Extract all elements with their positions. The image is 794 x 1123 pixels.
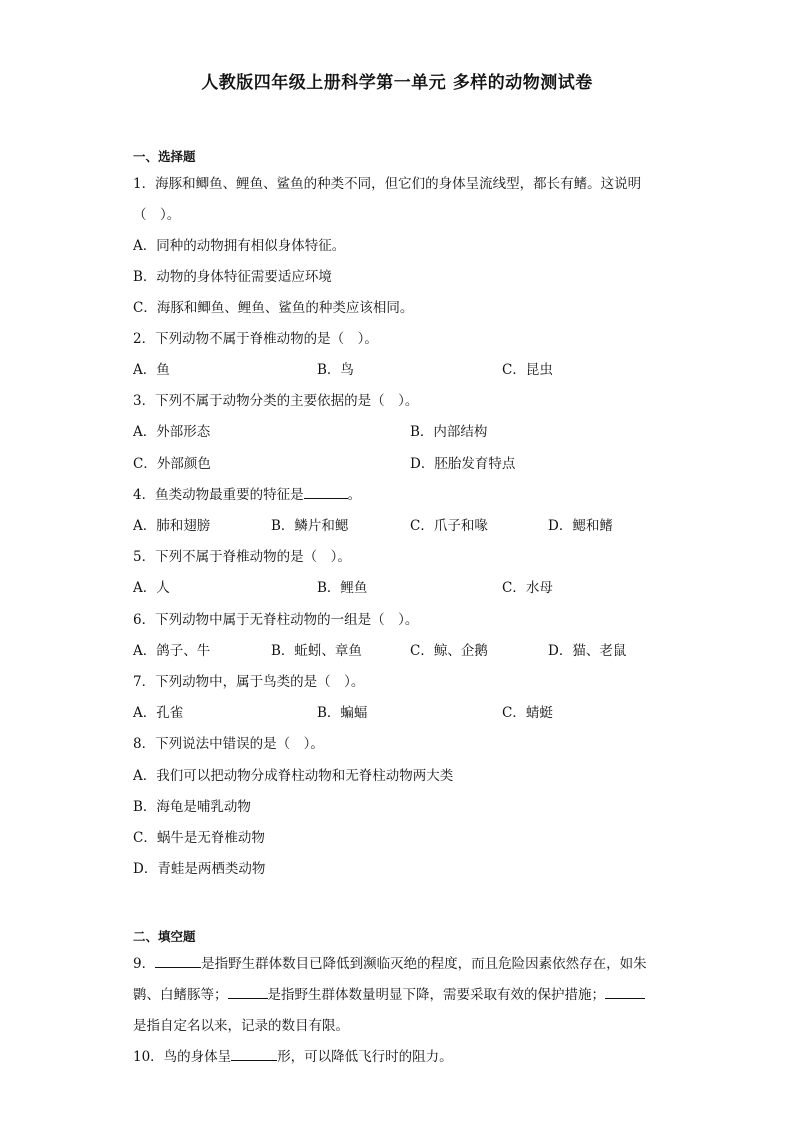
question-9-text-1: 是指野生群体数目已降低到濒临灭绝的程度，而且危险因素依然存在，如朱 [201, 956, 647, 972]
question-3-option-d: D．胚胎发育特点 [410, 456, 516, 472]
question-4-stem [133, 483, 361, 503]
question-4-option-b: B．鳞片和鳃 [271, 518, 349, 534]
question-3-option-a: A．外部形态 [133, 424, 211, 440]
question-7-option-a: A．孔雀 [133, 705, 184, 721]
question-5-option-a: A．人 [133, 580, 170, 596]
question-4-stem-text: 4．鱼类动物最重要的特征是 [133, 487, 304, 503]
question-3-option-b: B．内部结构 [410, 424, 488, 440]
question-8-stem: 8．下列说法中错误的是（ ）。 [133, 736, 324, 752]
question-9-text-2: 鹮、白鳍豚等； [133, 987, 228, 1003]
question-8-option-b: B．海龟是哺乳动物 [133, 799, 251, 815]
question-9-number: 9． [133, 956, 156, 972]
question-10-stem [133, 1045, 453, 1065]
question-9-line-2 [133, 983, 645, 1003]
question-1-stem: 1．海豚和鲫鱼、鲤鱼、鲨鱼的种类不同，但它们的身体呈流线型，都长有鳍。这说明 [133, 176, 642, 192]
question-6-option-d: D．猫、老鼠 [548, 643, 627, 659]
question-6-stem: 6．下列动物中属于无脊柱动物的一组是（ ）。 [133, 612, 419, 628]
question-2-option-c: C．昆虫 [502, 362, 553, 378]
question-6-option-c: C．鲸、企鹅 [410, 643, 488, 659]
question-1-stem-cont: （ ）。 [133, 207, 181, 223]
question-2-option-a: A．鱼 [133, 362, 170, 378]
question-8-option-d: D．青蛙是两栖类动物 [133, 861, 266, 877]
page-title: 人教版四年级上册科学第一单元 多样的动物测试卷 [201, 73, 593, 93]
question-9-line-3: 是指自定名以来，记录的数目有限。 [133, 1018, 349, 1034]
question-1-option-c: C．海豚和鲫鱼、鲤鱼、鲨鱼的种类应该相同。 [133, 300, 414, 316]
question-1-option-b: B．动物的身体特征需要适应环境 [133, 269, 332, 285]
question-3-option-c: C．外部颜色 [133, 456, 211, 472]
question-5-stem: 5．下列不属于脊椎动物的是（ ）。 [133, 549, 351, 565]
question-1-option-a: A．同种的动物拥有相似身体特征。 [133, 238, 346, 254]
question-4-stem-end: 。 [347, 487, 362, 503]
question-10-text-2: 形，可以降低飞行时的阻力。 [277, 1049, 453, 1065]
answer-blank[interactable] [228, 984, 268, 999]
question-7-option-c: C．蜻蜓 [502, 705, 553, 721]
question-6-option-a: A．鸽子、牛 [133, 643, 211, 659]
answer-blank[interactable] [155, 953, 201, 968]
answer-blank[interactable] [231, 1046, 277, 1061]
question-4-option-d: D．鳃和鳍 [548, 518, 613, 534]
question-6-option-b: B．蚯蚓、章鱼 [271, 643, 362, 659]
question-4-option-a: A．肺和翅膀 [133, 518, 211, 534]
question-9-line-1 [133, 952, 647, 972]
section-heading-choice: 一、选择题 [133, 149, 196, 164]
question-2-option-b: B．鸟 [317, 362, 354, 378]
question-4-option-c: C．爪子和喙 [410, 518, 488, 534]
question-3-stem: 3．下列不属于动物分类的主要依据的是（ ）。 [133, 393, 419, 409]
question-5-option-b: B．鲤鱼 [317, 580, 368, 596]
question-5-option-c: C．水母 [502, 580, 553, 596]
question-8-option-c: C．蜗牛是无脊椎动物 [133, 830, 265, 846]
question-2-stem: 2．下列动物不属于脊椎动物的是（ ）。 [133, 331, 378, 347]
answer-blank[interactable] [605, 984, 645, 999]
answer-blank[interactable] [304, 484, 348, 499]
question-7-stem: 7．下列动物中，属于鸟类的是（ ）。 [133, 674, 365, 690]
question-10-text-1: 10．鸟的身体呈 [133, 1049, 232, 1065]
section-heading-fill-in: 二、填空题 [133, 929, 196, 944]
question-7-option-b: B．蝙蝠 [317, 705, 368, 721]
question-8-option-a: A．我们可以把动物分成脊柱动物和无脊柱动物两大类 [133, 768, 454, 784]
question-9-text-3: 是指野生群体数量明显下降，需要采取有效的保护措施； [267, 987, 605, 1003]
